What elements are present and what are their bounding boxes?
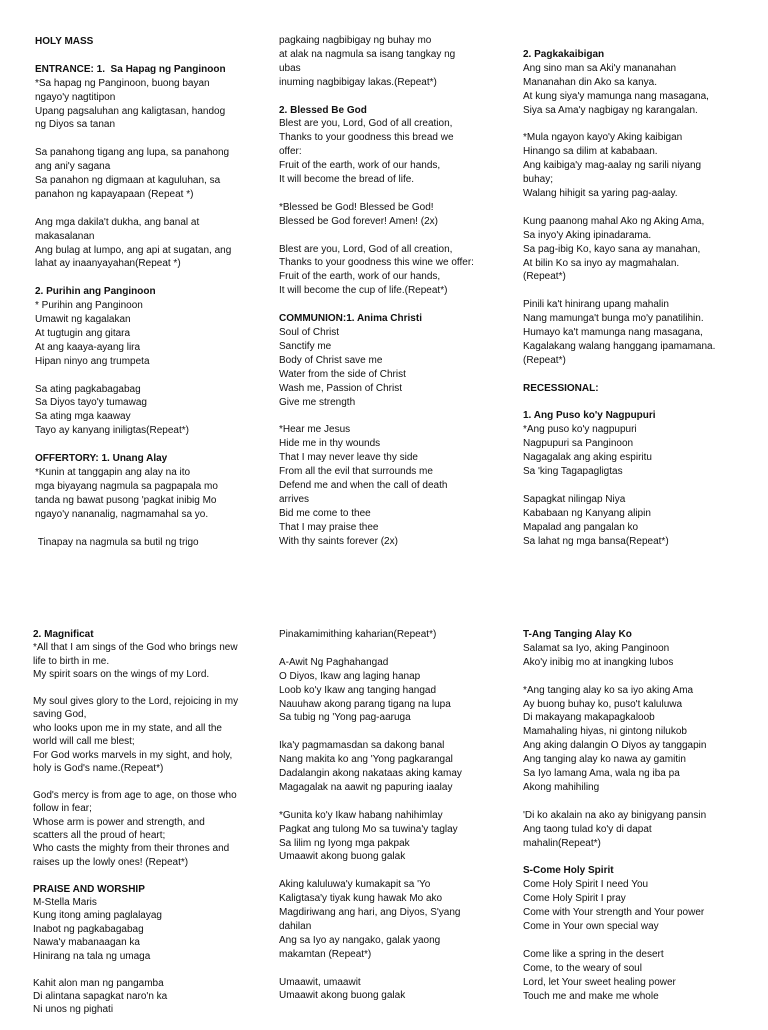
block-praise bbox=[33, 883, 269, 963]
lyric-line: tanda ng bawat pusong 'pagkat inibig Mo bbox=[35, 494, 217, 506]
lyric-line: ngayo'y nananalig, nagmamahal sa yo. bbox=[35, 508, 209, 520]
block-entrance bbox=[35, 63, 271, 133]
lyric-line: Ay buong buhay ko, puso't kaluluwa bbox=[523, 698, 683, 710]
lyric-line: M-Stella Maris bbox=[33, 897, 97, 909]
song-heading: 2. Blessed Be God bbox=[279, 104, 367, 116]
block-magnificat-v3 bbox=[33, 789, 269, 869]
lyric-line: *All that I am sings of the God who brings new bbox=[33, 642, 238, 654]
lyric-line: Umawit ng kagalakan bbox=[35, 314, 131, 326]
lyric-line: Water from the side of Christ bbox=[279, 368, 406, 380]
lyric-line: Sa panahon ng digmaan at kaguluhan, sa bbox=[35, 175, 221, 187]
block-puso-v2 bbox=[523, 493, 759, 549]
lyric-line: Fruit of the earth, work of our hands, bbox=[279, 271, 441, 283]
lyric-line: buhay; bbox=[523, 174, 554, 186]
lyric-line: Nang mamunga't bunga mo'y panatilihin. bbox=[523, 313, 704, 325]
lyric-line: At ang kaaya-ayang lira bbox=[35, 341, 141, 353]
block-pinakamimithing bbox=[279, 628, 515, 642]
lyric-line: Sa panahong tigang ang lupa, sa panahong bbox=[35, 147, 230, 159]
block-come-holy-v2 bbox=[523, 948, 759, 1004]
lyric-line: *Blessed be God! Blessed be God! bbox=[279, 201, 434, 213]
lyric-line: Ang mga dakila't dukha, ang banal at bbox=[35, 216, 200, 228]
lyric-line: Sa Diyos tayo'y tumawag bbox=[35, 397, 147, 409]
song-heading: RECESSIONAL: bbox=[523, 382, 599, 394]
lyric-line: mga biyayang nagmula sa pagpapala mo bbox=[35, 480, 218, 492]
lyric-line: Come in Your own special way bbox=[523, 920, 659, 932]
lyric-line: Mapalad ang pangalan ko bbox=[523, 521, 639, 533]
lyric-line: Ang sa Iyo ay nangako, galak yaong bbox=[279, 934, 441, 946]
lyric-line: Sa lahat ng mga bansa(Repeat*) bbox=[523, 535, 669, 547]
lyric-line: Kababaan ng Kanyang alipin bbox=[523, 507, 651, 519]
lyric-line: makasalanan bbox=[35, 230, 95, 242]
song-heading: 2. Purihin ang Panginoon bbox=[35, 286, 156, 298]
block-magnificat bbox=[33, 628, 269, 682]
lyric-line: Sa 'king Tagapagligtas bbox=[523, 466, 623, 478]
lyric-line: At tugtugin ang gitara bbox=[35, 327, 131, 339]
lyric-line: Nawa'y mabanaagan ka bbox=[33, 937, 140, 949]
lyric-line: Body of Christ save me bbox=[279, 354, 383, 366]
lyric-line: Come like a spring in the desert bbox=[523, 948, 664, 960]
top-left-column bbox=[35, 35, 271, 563]
block-tanging-v2 bbox=[523, 684, 759, 795]
lyric-line: Aking kaluluwa'y kumakapit sa 'Yo bbox=[279, 879, 431, 891]
lyric-line: Tinapay na nagmula sa butil ng trigo bbox=[35, 536, 199, 548]
lyric-line: Sa inyo'y Aking ipinadarama. bbox=[523, 229, 652, 241]
lyric-line: ubas bbox=[279, 62, 301, 74]
lyric-line: follow in fear; bbox=[33, 803, 92, 815]
lyric-line: Ang tanging alay ko nawa ay gamitin bbox=[523, 754, 686, 766]
lyric-line: *Ang tanging alay ko sa iyo aking Ama bbox=[523, 684, 694, 696]
block-offertory-cont bbox=[279, 34, 515, 90]
lyric-line: Pinakamimithing kaharian(Repeat*) bbox=[279, 629, 437, 640]
lyric-line: * Purihin ang Panginoon bbox=[35, 300, 143, 312]
block-purihin bbox=[35, 285, 271, 368]
lyric-line: *Sa hapag ng Panginoon, buong bayan bbox=[35, 77, 210, 89]
lyric-line: Loob ko'y Ikaw ang tanging hangad bbox=[279, 684, 437, 696]
lyric-line: Ika'y pagmamasdan sa dakong banal bbox=[279, 740, 445, 752]
lyric-line: *Gunita ko'y Ikaw habang nahihimlay bbox=[279, 809, 443, 821]
lyric-line: That I may never leave thy side bbox=[279, 452, 418, 464]
lyric-line: Come Holy Spirit I need You bbox=[523, 879, 649, 891]
lyric-line: Walang hihigit sa yaring pag-aalay. bbox=[523, 188, 678, 200]
song-heading: HOLY MASS bbox=[35, 36, 94, 47]
lyric-line: (Repeat*) bbox=[523, 271, 566, 283]
lyric-line: Whose arm is power and strength, and bbox=[33, 816, 205, 828]
lyric-line: Akong mahihiling bbox=[523, 781, 600, 793]
lyric-line: Inabot ng pagkabagabag bbox=[33, 923, 144, 935]
lyric-line: Kaligtasa'y tiyak kung hawak Mo ako bbox=[279, 893, 443, 905]
song-heading: 2. Pagkakaibigan bbox=[523, 49, 605, 60]
block-awit-v3 bbox=[279, 809, 515, 865]
lyric-line: My spirit soars on the wings of my Lord. bbox=[33, 669, 210, 681]
song-heading: S-Come Holy Spirit bbox=[523, 865, 614, 877]
lyric-line: Ang sino man sa Aki'y mananahan bbox=[523, 62, 677, 74]
block-recessional bbox=[523, 382, 759, 396]
lyric-line: Come Holy Spirit I pray bbox=[523, 893, 626, 905]
lyric-line: Nang makita ko ang 'Yong pagkarangal bbox=[279, 754, 453, 766]
lyric-line: pagkaing nagbibigay ng buhay mo bbox=[279, 35, 432, 46]
lyric-line: With thy saints forever (2x) bbox=[279, 535, 398, 547]
lyric-line: Pinili ka't hinirang upang mahalin bbox=[523, 299, 669, 311]
lyric-line: Ang aking dalangin O Diyos ay tanggapin bbox=[523, 740, 707, 752]
bottom-right-column bbox=[523, 628, 759, 1017]
lyric-line: Di makayang makapagkaloob bbox=[523, 712, 655, 724]
lyric-line: Kung paanong mahal Ako ng Aking Ama, bbox=[523, 215, 705, 227]
lyric-line: Humayo ka't mamunga nang masagana, bbox=[523, 327, 703, 339]
lyric-line: Blest are you, Lord, God of all creation, bbox=[279, 243, 453, 255]
lyric-line: God's mercy is from age to age, on those who bbox=[33, 789, 237, 801]
block-pagkakaibigan-v3 bbox=[523, 215, 759, 285]
lyric-line: Come with Your strength and Your power bbox=[523, 907, 705, 919]
lyric-line: Sa tubig ng 'Yong pag-aaruga bbox=[279, 712, 411, 724]
lyric-line: panahon ng kapayapaan (Repeat *) bbox=[35, 188, 194, 200]
lyric-line: lahat ay inaanyayahan(Repeat *) bbox=[35, 258, 181, 270]
lyric-line: It will become the cup of life.(Repeat*) bbox=[279, 285, 448, 297]
lyric-line: Pagkat ang tulong Mo sa tuwina'y taglay bbox=[279, 823, 458, 835]
lyric-line: raises up the lowly ones! (Repeat*) bbox=[33, 856, 189, 868]
lyric-line: Lord, let Your sweet healing power bbox=[523, 976, 676, 988]
lyric-line: Di alintana sapagkat naro'n ka bbox=[33, 990, 168, 1002]
lyric-line: makamtan (Repeat*) bbox=[279, 948, 372, 960]
block-come-holy bbox=[523, 864, 759, 934]
block-awit bbox=[279, 656, 515, 726]
block-communion-v2 bbox=[279, 423, 515, 548]
lyric-line: ang ani'y sagana bbox=[35, 161, 111, 173]
lyric-line: Ni unos ng pighati bbox=[33, 1004, 114, 1016]
lyric-line: Ang taong tulad ko'y di dapat bbox=[523, 823, 652, 835]
lyric-line: My soul gives glory to the Lord, rejoicing in my bbox=[33, 696, 239, 708]
lyric-line: Nagagalak ang aking espiritu bbox=[523, 452, 652, 464]
lyric-line: dahilan bbox=[279, 920, 312, 932]
block-praise-v2 bbox=[33, 977, 269, 1017]
block-magnificat-v2 bbox=[33, 695, 269, 775]
lyric-line: Mamahaling hiyas, ni gintong nilukob bbox=[523, 726, 687, 738]
block-awit-v2 bbox=[279, 739, 515, 795]
lyric-line: Who casts the mighty from their thrones and bbox=[33, 843, 230, 855]
lyric-line: *Hear me Jesus bbox=[279, 424, 351, 436]
lyric-line: Umaawit, umaawit bbox=[279, 976, 361, 988]
block-awit-v4 bbox=[279, 878, 515, 961]
song-heading: PRAISE AND WORSHIP bbox=[33, 883, 145, 895]
lyric-line: *Kunin at tanggapin ang alay na ito bbox=[35, 467, 191, 478]
lyric-line: Sapagkat nilingap Niya bbox=[523, 493, 626, 505]
block-pagkakaibigan-v2 bbox=[523, 131, 759, 201]
block-offertory-v2 bbox=[35, 536, 271, 550]
lyric-line: Ang kaibiga'y mag-aalay ng sarili niyang bbox=[523, 160, 702, 172]
lyric-line: It will become the bread of life. bbox=[279, 174, 415, 186]
lyric-line: Upang pagsaluhan ang kaligtasan, handog bbox=[35, 105, 226, 117]
block-communion bbox=[279, 312, 515, 409]
lyric-line: Blessed be God forever! Amen! (2x) bbox=[279, 215, 438, 227]
lyric-line: life to birth in me. bbox=[33, 655, 110, 667]
lyric-line: Hipan ninyo ang trumpeta bbox=[35, 355, 150, 367]
lyric-line: Nauuhaw akong parang tigang na lupa bbox=[279, 698, 451, 710]
top-middle-column bbox=[279, 34, 515, 562]
lyric-line: scatters all the proud of heart; bbox=[33, 830, 166, 842]
lyric-line: Salamat sa Iyo, aking Panginoon bbox=[523, 642, 670, 654]
lyric-line: inuming nagbibigay lakas.(Repeat*) bbox=[279, 76, 437, 88]
top-right-column bbox=[523, 48, 759, 562]
block-puso bbox=[523, 409, 759, 479]
lyric-line: At kung siya'y mamunga nang masagana, bbox=[523, 90, 709, 102]
song-heading: ENTRANCE: 1. Sa Hapag ng Panginoon bbox=[35, 63, 226, 75]
block-awit-v5 bbox=[279, 976, 515, 1004]
lyric-line: Fruit of the earth, work of our hands, bbox=[279, 160, 441, 172]
song-heading: OFFERTORY: 1. Unang Alay bbox=[35, 453, 168, 465]
lyric-line: ngayo'y nagtitipon bbox=[35, 91, 116, 103]
block-blessed-v2 bbox=[279, 201, 515, 229]
lyric-line: saving God, bbox=[33, 709, 87, 721]
lyric-line: Mananahan din Ako sa kanya. bbox=[523, 76, 657, 88]
lyric-line: Blest are you, Lord, God of all creation, bbox=[279, 118, 453, 130]
lyric-line: Umaawit akong buong galak bbox=[279, 990, 406, 1002]
block-purihin-v2 bbox=[35, 383, 271, 439]
lyric-line: Sa lilim ng Iyong mga pakpak bbox=[279, 837, 410, 849]
bottom-middle-column bbox=[279, 628, 515, 1017]
lyric-line: Come, to the weary of soul bbox=[523, 962, 642, 974]
lyric-line: Defend me and when the call of death bbox=[279, 479, 448, 491]
lyric-line: Ang bulag at lumpo, ang api at sugatan, ang bbox=[35, 244, 232, 256]
block-pagkakaibigan bbox=[523, 48, 759, 118]
lyric-line: ng Diyos sa tanan bbox=[35, 119, 116, 131]
lyric-line: Umaawit akong buong galak bbox=[279, 851, 406, 863]
lyric-line: Thanks to your goodness this wine we offer: bbox=[279, 257, 474, 269]
lyric-line: Tayo ay kanyang iniligtas(Repeat*) bbox=[35, 425, 189, 437]
block-holy-mass bbox=[35, 35, 271, 49]
lyric-line: Siya sa Ama'y nagbigay ng karangalan. bbox=[523, 104, 698, 116]
lyric-line: Bid me come to thee bbox=[279, 507, 371, 519]
song-heading: COMMUNION:1. Anima Christi bbox=[279, 313, 422, 325]
lyric-line: Nagpupuri sa Panginoon bbox=[523, 438, 634, 450]
lyric-line: Give me strength bbox=[279, 396, 356, 408]
lyric-line: *Ang puso ko'y nagpupuri bbox=[523, 424, 637, 436]
lyric-line: Hide me in thy wounds bbox=[279, 438, 381, 450]
block-entrance-v3 bbox=[35, 216, 271, 272]
lyric-line: Sa pag-ibig Ko, kayo sana ay manahan, bbox=[523, 243, 701, 255]
lyric-line: world will call me blest; bbox=[33, 736, 135, 748]
song-heading: 1. Ang Puso ko'y Nagpupuri bbox=[523, 410, 656, 422]
lyric-line: who looks upon me in my state, and all the bbox=[33, 722, 222, 734]
lyric-line: Dadalangin akong nakataas aking kamay bbox=[279, 768, 462, 780]
lyric-line: (Repeat*) bbox=[523, 354, 566, 366]
lyric-line: Magagalak na aawit ng papuring iaalay bbox=[279, 781, 453, 793]
lyric-line: arrives bbox=[279, 493, 310, 505]
lyric-line: Magdiriwang ang hari, ang Diyos, S'yang bbox=[279, 907, 461, 919]
bottom-left-column bbox=[33, 628, 269, 1030]
lyric-line: Soul of Christ bbox=[279, 326, 340, 338]
lyric-line: Sa ating pagkabagabag bbox=[35, 383, 141, 395]
lyric-line: O Diyos, Ikaw ang laging hanap bbox=[279, 670, 421, 682]
lyric-line: For God works marvels in my sight, and holy, bbox=[33, 749, 233, 761]
lyric-line: Thanks to your goodness this bread we bbox=[279, 132, 454, 144]
lyric-line: Hinango sa dilim at kababaan. bbox=[523, 146, 658, 158]
lyric-line: Touch me and make me whole bbox=[523, 990, 659, 1002]
song-heading: T-Ang Tanging Alay Ko bbox=[523, 629, 632, 640]
block-blessed-v3 bbox=[279, 243, 515, 299]
lyric-line: Kagalakang walang hanggang ipamamana. bbox=[523, 340, 716, 352]
lyric-line: at alak na nagmula sa isang tangkay ng bbox=[279, 48, 456, 60]
lyric-line: holy is God's name.(Repeat*) bbox=[33, 763, 164, 775]
lyric-line: 'Di ko akalain na ako ay binigyang pansin bbox=[523, 809, 707, 821]
block-pagkakaibigan-v4 bbox=[523, 298, 759, 368]
lyric-line: Sa ating mga kaaway bbox=[35, 411, 131, 423]
block-offertory bbox=[35, 452, 271, 522]
lyric-line: Kung itong aming paglalayag bbox=[33, 910, 162, 922]
lyric-line: *Mula ngayon kayo'y Aking kaibigan bbox=[523, 132, 683, 144]
lyric-line: A-Awit Ng Paghahangad bbox=[279, 656, 389, 668]
lyric-line: Sa Iyo lamang Ama, wala ng iba pa bbox=[523, 768, 680, 780]
lyric-line: Kahit alon man ng pangamba bbox=[33, 977, 164, 989]
lyric-line: mahalin(Repeat*) bbox=[523, 837, 601, 849]
lyric-line: Wash me, Passion of Christ bbox=[279, 382, 403, 394]
lyric-line: At bilin Ko sa inyo ay magmahalan. bbox=[523, 257, 680, 269]
lyric-line: Hinirang na tala ng umaga bbox=[33, 950, 151, 962]
lyric-line: Sanctify me bbox=[279, 340, 332, 352]
lyric-line: From all the evil that surrounds me bbox=[279, 466, 433, 478]
block-entrance-v2 bbox=[35, 146, 271, 202]
lyric-line: offer: bbox=[279, 146, 302, 158]
block-tanging bbox=[523, 628, 759, 670]
block-blessed bbox=[279, 104, 515, 187]
lyric-line: That I may praise thee bbox=[279, 521, 379, 533]
block-tanging-v3 bbox=[523, 809, 759, 851]
song-heading: 2. Magnificat bbox=[33, 629, 94, 640]
lyric-line: Ako'y inibig mo at inangking lubos bbox=[523, 656, 674, 668]
